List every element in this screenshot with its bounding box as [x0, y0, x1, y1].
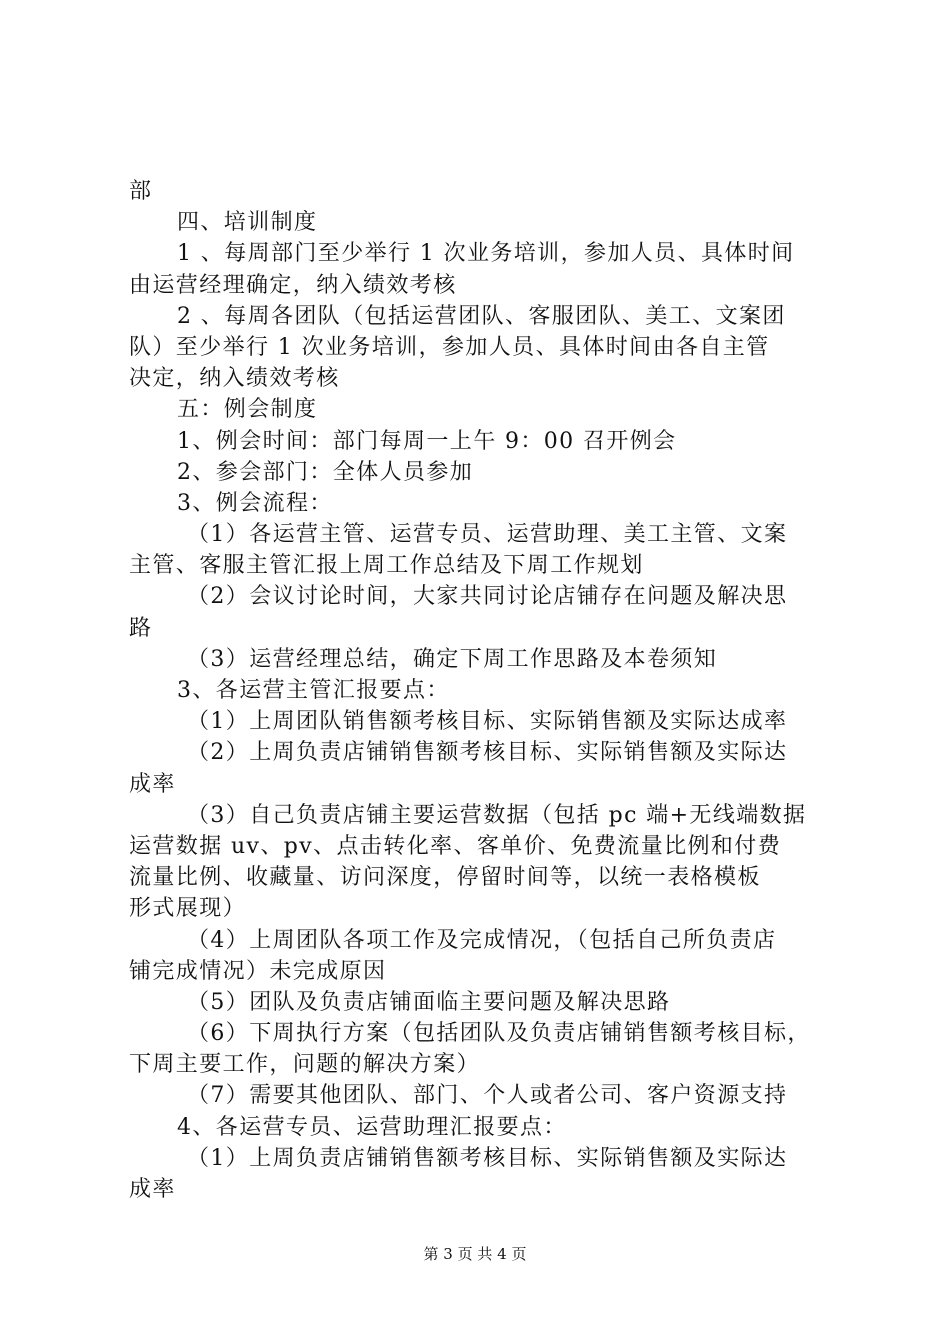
text-line: 队）至少举行 1 次业务培训，参加人员、具体时间由各自主管	[129, 334, 770, 360]
document-body	[129, 176, 833, 1205]
text-line: （3）运营经理总结，确定下周工作思路及本卷须知	[187, 646, 718, 672]
text-line: 2 、每周各团队（包括运营团队、客服团队、美工、文案团	[177, 303, 786, 329]
text-line: 五：例会制度	[177, 397, 318, 423]
text-line: （5）团队及负责店铺面临主要问题及解决思路	[187, 989, 671, 1015]
text-line: 2、参会部门：全体人员参加	[177, 459, 474, 485]
text-line: 下周主要工作，问题的解决方案）	[129, 1052, 481, 1078]
text-line: （1）各运营主管、运营专员、运营助理、美工主管、文案	[187, 522, 788, 548]
text-line: 3、例会流程：	[177, 490, 333, 516]
text-line: （6）下周执行方案（包括团队及负责店铺销售额考核目标，	[187, 1021, 811, 1047]
text-line: 流量比例、收藏量、访问深度，停留时间等，以统一表格模板	[129, 865, 761, 891]
text-line: 四、培训制度	[177, 210, 318, 236]
text-line: （2）会议讨论时间，大家共同讨论店铺存在问题及解决思	[187, 584, 788, 610]
text-line: （4）上周团队各项工作及完成情况，（包括自己所负责店	[187, 927, 777, 953]
text-line: 部	[129, 179, 153, 204]
text-line: 铺完成情况）未完成原因	[129, 958, 387, 984]
text-line: 由运营经理确定，纳入绩效考核	[129, 272, 457, 298]
text-line: 成率	[129, 771, 176, 797]
text-line: 决定，纳入绩效考核	[129, 366, 340, 392]
page-footer: 第 3 页 共 4 页	[423, 1245, 527, 1263]
text-line: 路	[129, 615, 153, 641]
text-line: 1、例会时间：部门每周一上午 9：00 召开例会	[177, 428, 677, 454]
text-line: 主管、客服主管汇报上周工作总结及下周工作规划	[129, 553, 644, 579]
text-line: （3）自己负责店铺主要运营数据（包括 pc 端+无线端数据	[187, 802, 807, 828]
text-line: 成率	[129, 1177, 176, 1202]
text-line: 3、各运营主管汇报要点：	[177, 678, 450, 703]
text-line: （7）需要其他团队、部门、个人或者公司、客户资源支持	[187, 1083, 788, 1109]
text-line: 4、各运营专员、运营助理汇报要点：	[177, 1114, 567, 1140]
text-line: （1）上周负责店铺销售额考核目标、实际销售额及实际达	[187, 1145, 788, 1171]
text-line: 1 、每周部门至少举行 1 次业务培训，参加人员、具体时间	[177, 241, 795, 267]
text-line: 运营数据 uv、pv、点击转化率、客单价、免费流量比例和付费	[129, 833, 782, 859]
text-line: （1）上周团队销售额考核目标、实际销售额及实际达成率	[187, 709, 788, 735]
text-line: 形式展现）	[129, 896, 247, 922]
text-line: （2）上周负责店铺销售额考核目标、实际销售额及实际达	[187, 740, 788, 766]
